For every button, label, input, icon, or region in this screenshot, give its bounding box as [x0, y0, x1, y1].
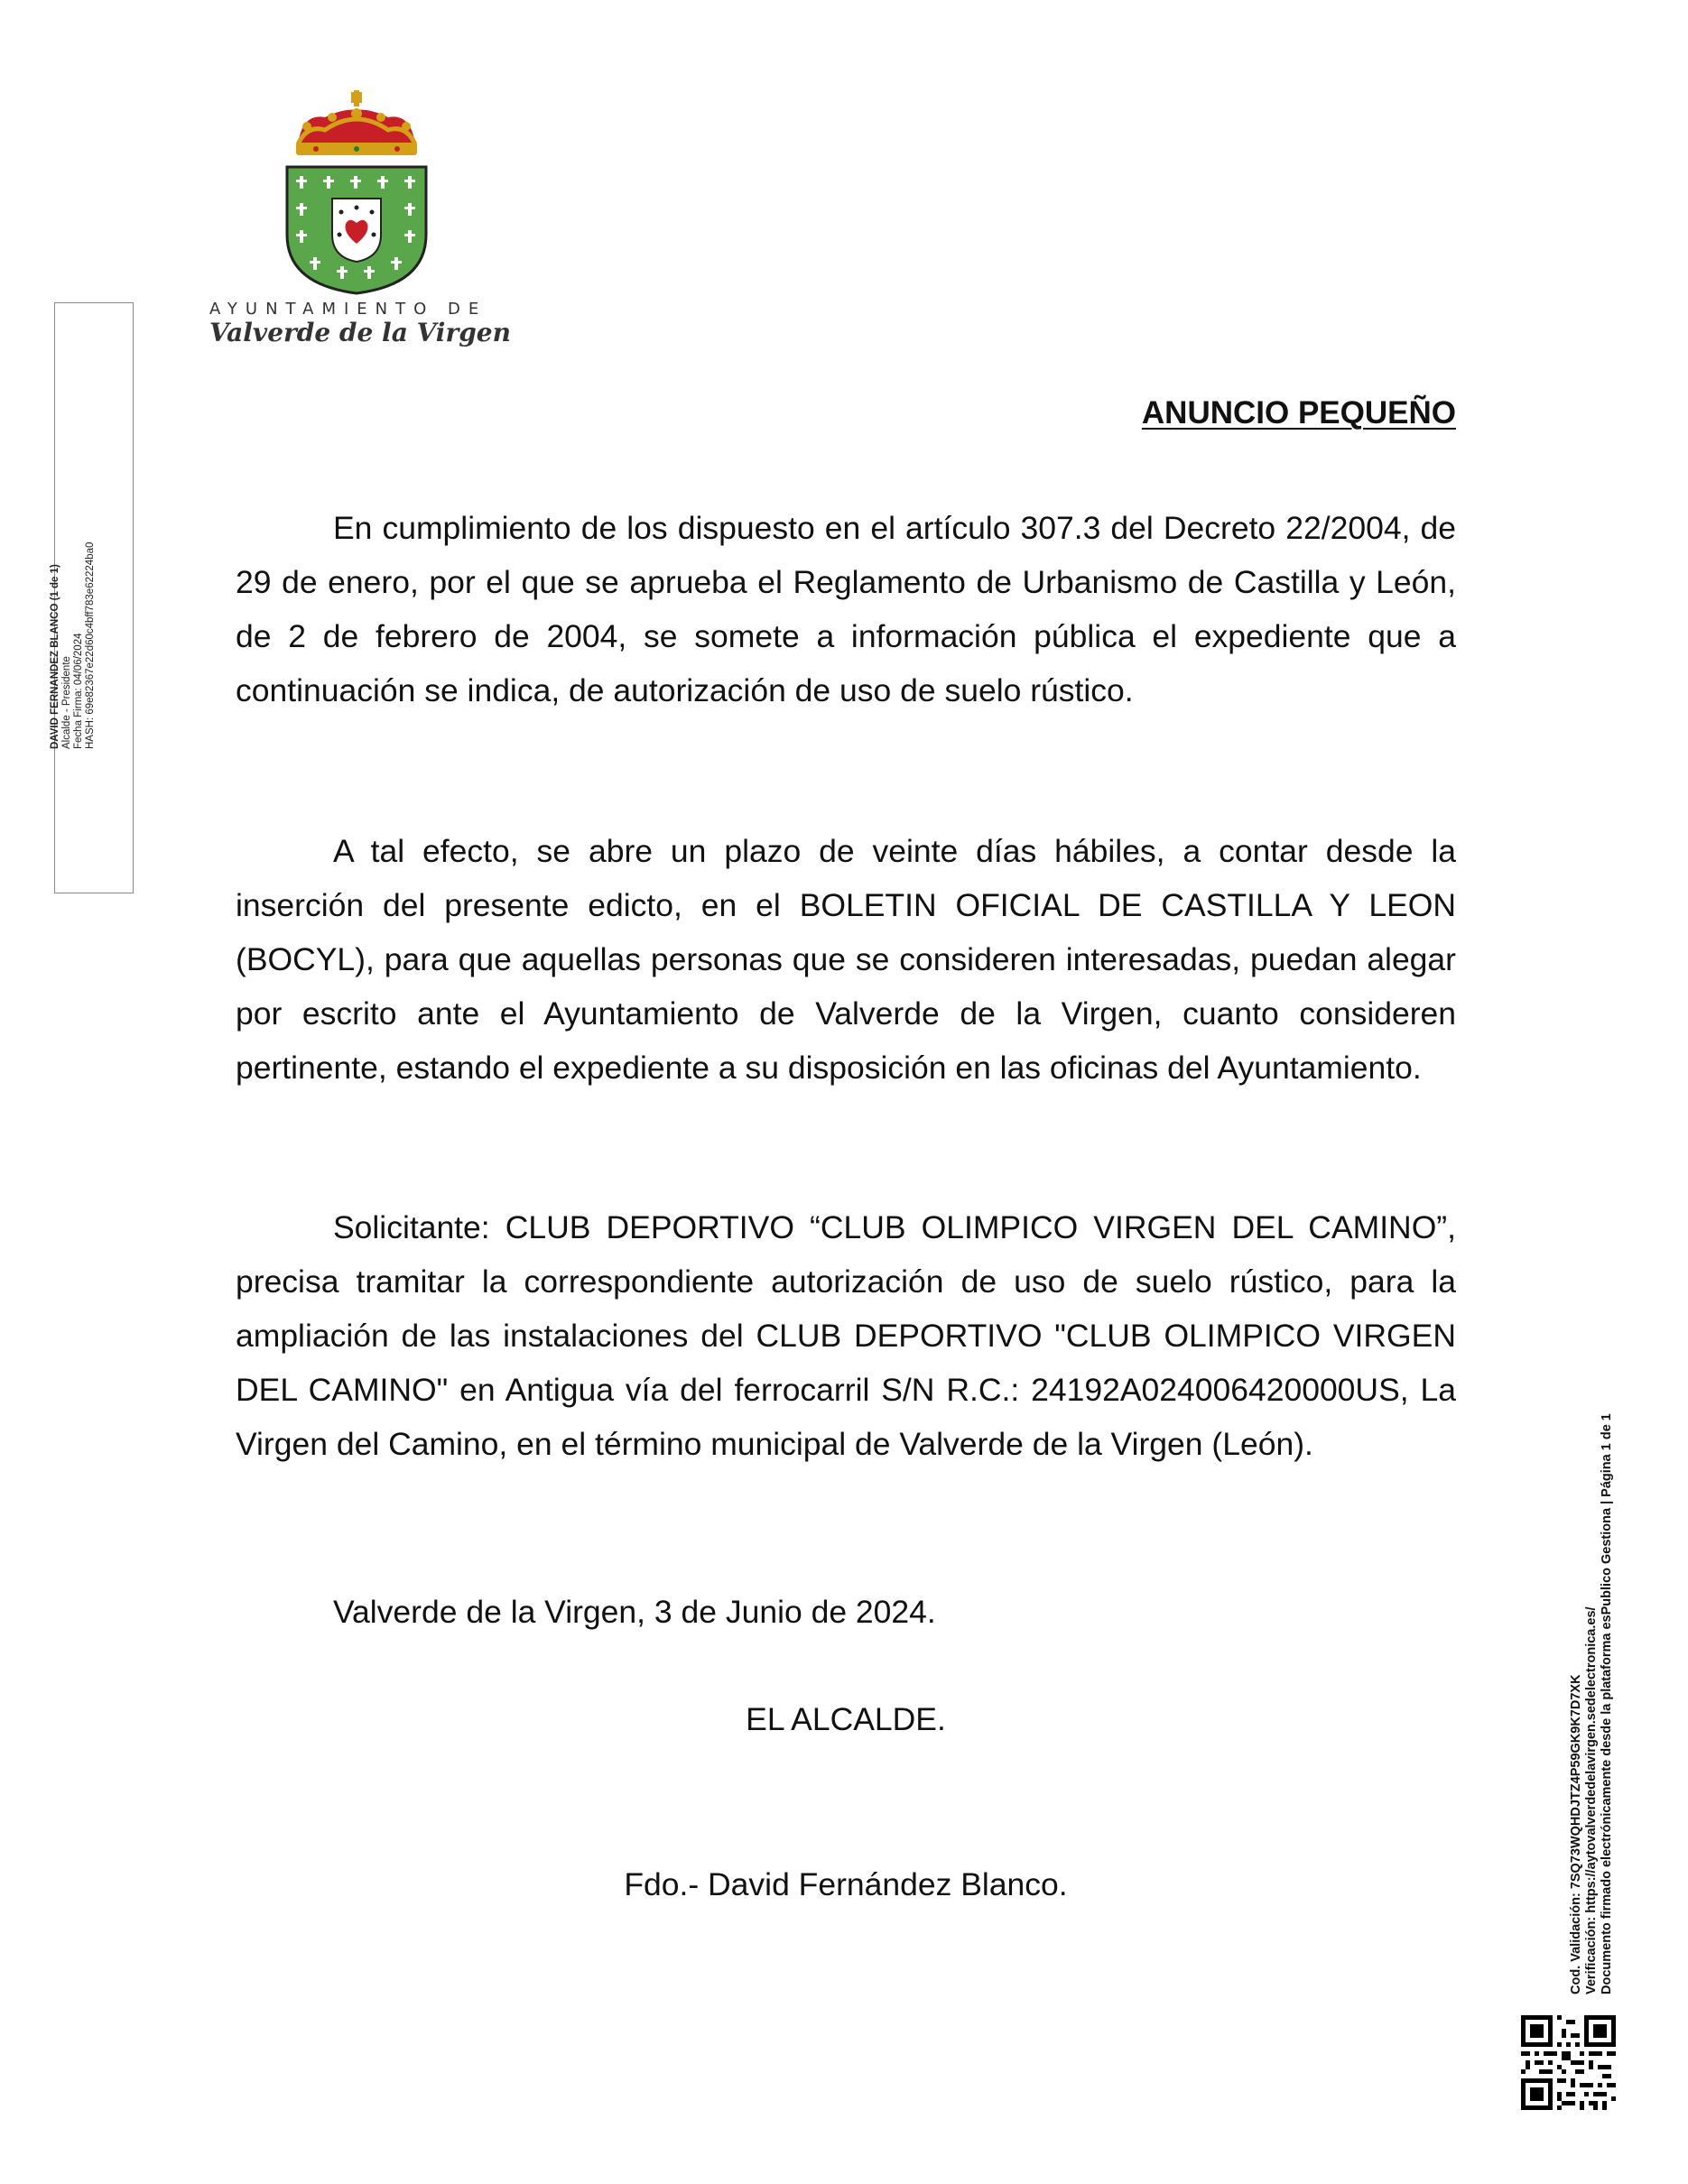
crown-icon	[296, 90, 417, 155]
qr-code-icon[interactable]	[1521, 2015, 1616, 2110]
municipality-logo	[199, 90, 524, 361]
coat-of-arms-icon	[280, 90, 433, 298]
signature-info	[50, 542, 97, 749]
document-title: ANUNCIO PEQUEÑO	[1141, 395, 1456, 430]
logo-caption-name: Valverde de la Virgen	[209, 318, 511, 347]
signer-name: DAVID FERNANDEZ BLANCO (1 de 1)	[50, 564, 60, 749]
validation-info	[1569, 1413, 1615, 1994]
mayor-title: EL ALCALDE.	[746, 1701, 946, 1737]
signer-role: Alcalde - Presidente	[61, 656, 72, 749]
logo-caption-top: AYUNTAMIENTO DE	[209, 300, 487, 319]
paragraph: A tal efecto, se abre un plazo de veinte días hábiles, a contar desde la inserción del presente edicto, en el BOLETIN OFICIAL DE CASTILLA Y LEON (BOCYL), para que aquellas personas que se consideren interesadas, puedan alegar por escrito ante el Ayuntamiento de Valverde de la Virgen, cuanto consideren pertinente, estando el expediente a su disposición en las oficinas del Ayuntamiento.	[236, 833, 1456, 1086]
signature-date: Fecha Firma: 04/06/2024	[73, 633, 84, 749]
paragraph: Solicitante: CLUB DEPORTIVO “CLUB OLIMPICO VIRGEN DEL CAMINO”, precisa tramitar la correspondiente autorización de uso de suelo rústico, para la ampliación de las instalaciones del CLUB DEPORTIVO "CLUB OLIMPICO VIRGEN DEL CAMINO" en Antigua vía del ferrocarril S/N R.C.: 24192A024006420000US, La Virgen del Camino, en el término municipal de Valverde de la Virgen (León).	[236, 1209, 1456, 1462]
signature-hash: HASH: 69e82367e22d60c4bff783e62224ba0	[85, 541, 96, 749]
verification-url[interactable]: Verificación: https://aytovalverdedelavirgen.sedelectronica.es/	[1584, 1606, 1599, 1994]
shield-icon	[287, 167, 426, 293]
signature-line: Fdo.- David Fernández Blanco.	[624, 1866, 1068, 1902]
paragraph: En cumplimiento de los dispuesto en el artículo 307.3 del Decreto 22/2004, de 29 de enero, por el que se aprueba el Reglamento de Urbanismo de Castilla y León, de 2 de febrero de 2004, se somete a información pública el expediente que a continuación se indica, de autorización de uso de suelo rústico.	[236, 510, 1456, 708]
validation-code: Cod. Validación: 7SQ73WQHDJTZ4P59GK9K7D7XK	[1569, 1674, 1583, 1994]
platform-footer: Documento firmado electrónicamente desde la plataforma esPublico Gestiona | Página 1 de 1	[1600, 1413, 1614, 1994]
date-line: Valverde de la Virgen, 3 de Junio de 2024.	[333, 1594, 936, 1630]
